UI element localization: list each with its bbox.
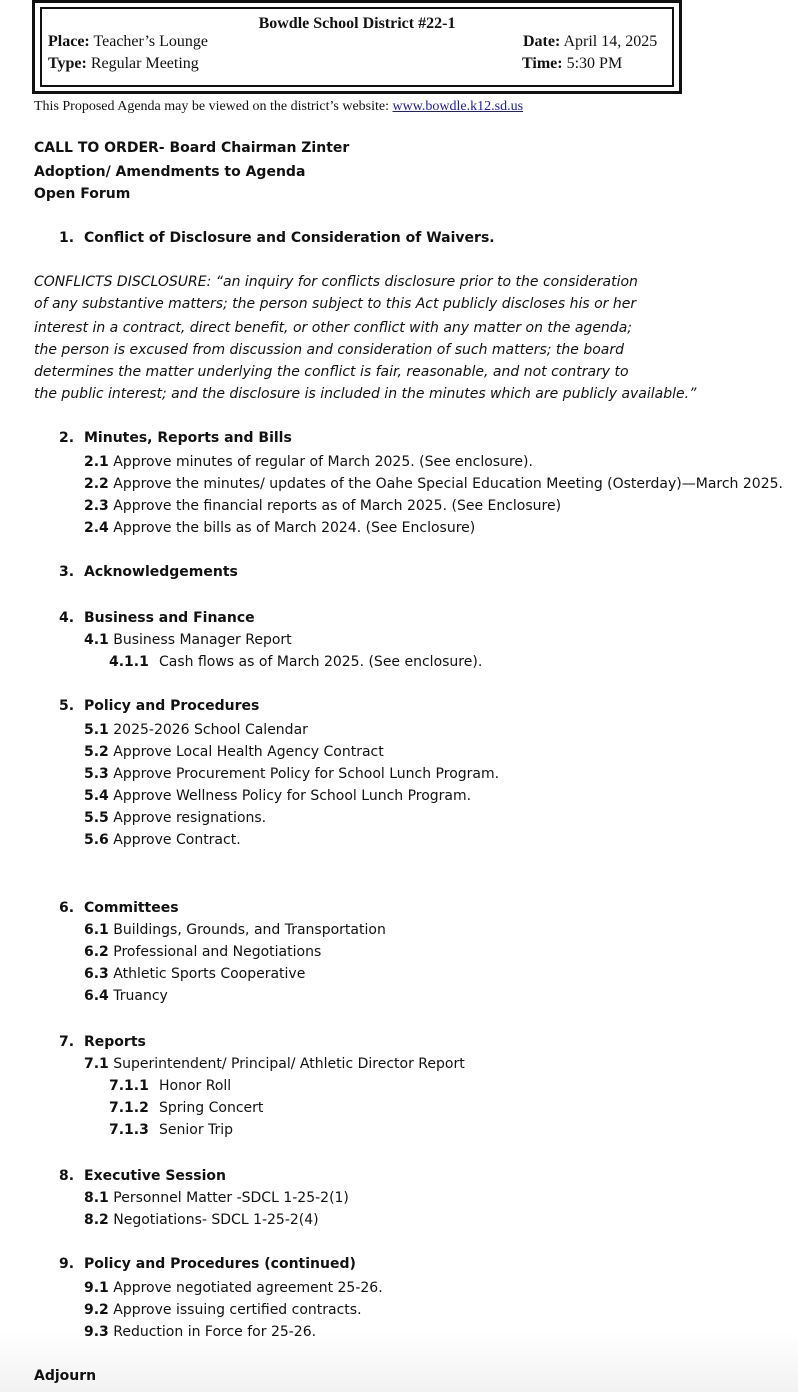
subitem: 5.1 2025-2026 School Calendar — [84, 722, 308, 738]
subsubitem: 7.1.3 Senior Trip — [109, 1122, 234, 1138]
item-8-number: 8. — [59, 1168, 75, 1184]
disclosure-line: interest in a contract, direct benefit, or other conflict with any matter on the agenda; — [34, 320, 632, 336]
item-8-title: Executive Session — [84, 1168, 226, 1184]
subitem: 2.2 Approve the minutes/ updates of the Oahe Special Education Meeting (Osterday)—March 2025. — [84, 476, 783, 492]
district-website-link[interactable]: www.bowdle.k12.sd.us — [392, 99, 524, 114]
subitem: 6.4 Truancy — [84, 988, 168, 1004]
meeting-header-inner — [40, 7, 674, 87]
time-label: Time: — [522, 55, 563, 72]
subitem: 2.1 Approve minutes of regular of March 2025. (See enclosure). — [84, 454, 533, 470]
type-line — [48, 55, 199, 73]
disclosure-line: determines the matter underlying the conflict is fair, reasonable, and not contrary to — [34, 364, 629, 380]
subitem: 6.2 Professional and Negotiations — [84, 944, 322, 960]
item-2-number: 2. — [59, 430, 75, 446]
disclosure-line: CONFLICTS DISCLOSURE: “an inquiry for conflicts disclosure prior to the consideration — [34, 274, 638, 290]
subitem: 5.3 Approve Procurement Policy for School Lunch Program. — [84, 766, 500, 782]
subsubitem: 7.1.1 Honor Roll — [109, 1078, 232, 1094]
subitem: 6.1 Buildings, Grounds, and Transportation — [84, 922, 386, 938]
subitem: 5.6 Approve Contract. — [84, 832, 241, 848]
website-note — [34, 99, 523, 115]
item-7-title: Reports — [84, 1034, 146, 1050]
item-7-number: 7. — [59, 1034, 75, 1050]
item-4-number: 4. — [59, 610, 75, 626]
item-9-number: 9. — [59, 1256, 75, 1272]
subitem: 5.2 Approve Local Health Agency Contract — [84, 744, 384, 760]
disclosure-line: of any substantive matters; the person subject to this Act publicly discloses his or her — [34, 296, 637, 312]
time-line — [522, 55, 622, 73]
date-value: April 14, 2025 — [563, 33, 658, 50]
subitem: 5.4 Approve Wellness Policy for School Lunch Program. — [84, 788, 472, 804]
place-label: Place: — [48, 33, 90, 50]
item-3-number: 3. — [59, 564, 75, 580]
subitem: 9.3 Reduction in Force for 25-26. — [84, 1324, 317, 1340]
item-6-number: 6. — [59, 900, 75, 916]
item-3-title: Acknowledgements — [84, 564, 238, 580]
item-4-title: Business and Finance — [84, 610, 255, 626]
subitem: 8.2 Negotiations- SDCL 1-25-2(4) — [84, 1212, 319, 1228]
subitem: 8.1 Personnel Matter -SDCL 1-25-2(1) — [84, 1190, 349, 1206]
type-value: Regular Meeting — [90, 55, 199, 72]
item-9-title: Policy and Procedures (continued) — [84, 1256, 356, 1272]
adjourn: Adjourn — [34, 1368, 97, 1384]
type-label: Type: — [48, 55, 87, 72]
subsubitem: 4.1.1 Cash flows as of March 2025. (See enclosure). — [109, 654, 483, 670]
meeting-header-box — [32, 0, 682, 94]
subitem: 2.4 Approve the bills as of March 2024. (See Enclosure) — [84, 520, 476, 536]
subitem: 5.5 Approve resignations. — [84, 810, 267, 826]
place-value: Teacher’s Lounge — [93, 33, 208, 50]
subitem: 2.3 Approve the financial reports as of March 2025. (See Enclosure) — [84, 498, 562, 514]
item-1-title: Conflict of Disclosure and Consideration of Waivers. — [84, 230, 495, 246]
subsubitem: 7.1.2 Spring Concert — [109, 1100, 264, 1116]
disclosure-line: the person is excused from discussion and consideration of such matters; the board — [34, 342, 625, 358]
call-to-order: CALL TO ORDER- Board Chairman Zinter — [34, 140, 350, 156]
item-2-title: Minutes, Reports and Bills — [84, 430, 292, 446]
time-value: 5:30 PM — [566, 55, 623, 72]
item-5-number: 5. — [59, 698, 75, 714]
item-1-number: 1. — [59, 230, 75, 246]
subitem: 6.3 Athletic Sports Cooperative — [84, 966, 306, 982]
open-forum: Open Forum — [34, 186, 131, 202]
item-6-title: Committees — [84, 900, 179, 916]
subitem: 9.1 Approve negotiated agreement 25-26. — [84, 1280, 383, 1296]
disclosure-line: the public interest; and the disclosure is included in the minutes which are publicly available.” — [34, 386, 697, 402]
subitem: 9.2 Approve issuing certified contracts. — [84, 1302, 362, 1318]
subitem: 7.1 Superintendent/ Principal/ Athletic Director Report — [84, 1056, 465, 1072]
place-line — [48, 33, 208, 51]
item-5-title: Policy and Procedures — [84, 698, 260, 714]
date-label: Date: — [523, 33, 561, 50]
subitem: 4.1 Business Manager Report — [84, 632, 292, 648]
website-note-text: This Proposed Agenda may be viewed on the district’s website: — [34, 99, 393, 114]
district-title: Bowdle School District #22-1 — [258, 15, 456, 32]
adoption-amendments: Adoption/ Amendments to Agenda — [34, 164, 306, 180]
date-line — [523, 33, 657, 51]
